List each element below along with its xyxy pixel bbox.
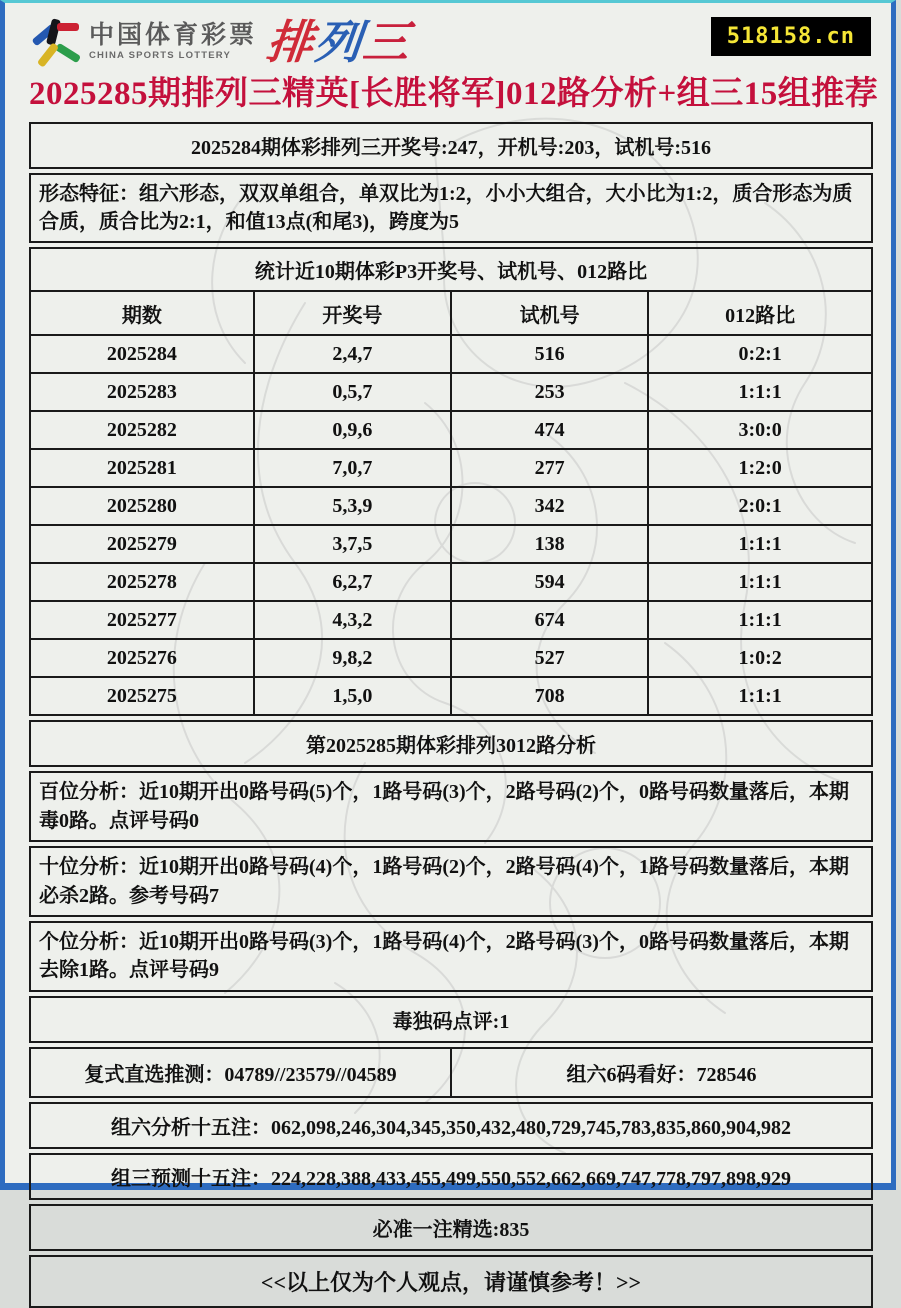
table-cell: 674 [451, 601, 648, 639]
table-column-header: 期数 [31, 292, 254, 335]
table-cell: 3,7,5 [254, 525, 451, 563]
table-row [31, 639, 871, 677]
disclaimer-box: <<以上仅为个人观点，请谨慎参考！>> [29, 1255, 873, 1308]
table-cell: 2:0:1 [648, 487, 871, 525]
history-table-title: 统计近10期体彩P3开奖号、试机号、012路比 [31, 249, 871, 292]
table-cell: 2025283 [31, 373, 254, 411]
table-cell: 0,9,6 [254, 411, 451, 449]
table-cell: 0:2:1 [648, 335, 871, 373]
sports-lottery-logo-icon [29, 17, 81, 67]
group6-fifteen-box: 组六分析十五注：062,098,246,304,345,350,432,480,729,745,783,835,860,904,982 [29, 1102, 873, 1149]
pattern-feature-box: 形态特征：组六形态，双双单组合，单双比为1:2，小小大组合，大小比为1:2，质合形态为质合质，质合比为2:1，和值13点(和尾3)，跨度为5 [29, 173, 873, 244]
table-cell: 342 [451, 487, 648, 525]
product-logo-pailiesan [264, 16, 414, 68]
brand-block [89, 23, 257, 61]
solo-code-box: 毒独码点评:1 [29, 996, 873, 1043]
header [29, 15, 873, 69]
history-table-head [31, 292, 871, 335]
table-cell: 594 [451, 563, 648, 601]
table-cell: 527 [451, 639, 648, 677]
table-cell: 5,3,9 [254, 487, 451, 525]
sure-pick-box: 必准一注精选:835 [29, 1204, 873, 1251]
history-table-body [31, 335, 871, 714]
table-cell: 2025284 [31, 335, 254, 373]
logo-stick-red [57, 23, 79, 31]
table-cell: 2025276 [31, 639, 254, 677]
site-url-badge[interactable]: 518158.cn [711, 17, 871, 56]
analysis-heading-box: 第2025285期体彩排列3012路分析 [29, 720, 873, 767]
history-table [31, 292, 871, 714]
table-cell: 0,5,7 [254, 373, 451, 411]
table-cell: 9,8,2 [254, 639, 451, 677]
table-cell: 2025279 [31, 525, 254, 563]
table-row [31, 525, 871, 563]
last-draw-info-box: 2025284期体彩排列三开奖号:247，开机号:203，试机号:516 [29, 122, 873, 169]
history-table-box [29, 247, 873, 716]
table-cell: 3:0:0 [648, 411, 871, 449]
table-cell: 708 [451, 677, 648, 714]
table-row [31, 411, 871, 449]
table-row [31, 373, 871, 411]
table-cell: 1:0:2 [648, 639, 871, 677]
table-cell: 1:1:1 [648, 373, 871, 411]
product-logo-char: 列 [312, 16, 366, 68]
table-cell: 138 [451, 525, 648, 563]
table-column-header: 试机号 [451, 292, 648, 335]
duplex-direct-pick: 复式直选推测：04789//23579//04589 [31, 1049, 452, 1096]
logo-stick-green [55, 43, 81, 64]
table-column-header: 开奖号 [254, 292, 451, 335]
table-cell: 2025280 [31, 487, 254, 525]
table-cell: 1:1:1 [648, 525, 871, 563]
table-row [31, 487, 871, 525]
table-cell: 277 [451, 449, 648, 487]
table-cell: 1:1:1 [648, 563, 871, 601]
logo-stick-yellow [37, 42, 59, 67]
table-row [31, 449, 871, 487]
brand-name-en: CHINA SPORTS LOTTERY [89, 50, 232, 62]
product-logo-char: 排 [264, 16, 318, 68]
table-cell: 2025282 [31, 411, 254, 449]
tens-analysis-box: 十位分析：近10期开出0路号码(4)个，1路号码(2)个，2路号码(4)个，1路号码数量落后，本期必杀2路。参考号码7 [29, 846, 873, 917]
table-cell: 253 [451, 373, 648, 411]
duplex-row [29, 1047, 873, 1098]
table-cell: 1,5,0 [254, 677, 451, 714]
table-cell: 2025281 [31, 449, 254, 487]
table-column-header: 012路比 [648, 292, 871, 335]
group6-code-pick: 组六6码看好：728546 [566, 1063, 757, 1086]
hundreds-analysis-box: 百位分析：近10期开出0路号码(5)个，1路号码(3)个，2路号码(2)个，0路号码数量落后，本期毒0路。点评号码0 [29, 771, 873, 842]
brand-name-cn: 中国体育彩票 [89, 21, 258, 50]
table-cell: 6,2,7 [254, 563, 451, 601]
history-table-header-row [31, 292, 871, 335]
table-cell: 516 [451, 335, 648, 373]
table-cell: 2,4,7 [254, 335, 451, 373]
content [5, 3, 891, 1308]
table-cell: 1:1:1 [648, 601, 871, 639]
table-row [31, 601, 871, 639]
table-cell: 2025277 [31, 601, 254, 639]
units-analysis-box: 个位分析：近10期开出0路号码(3)个，1路号码(4)个，2路号码(3)个，0路号码数量落后，本期去除1路。点评号码9 [29, 921, 873, 992]
product-logo-char: 三 [360, 16, 414, 68]
table-row [31, 335, 871, 373]
table-cell: 1:1:1 [648, 677, 871, 714]
group3-fifteen-box: 组三预测十五注：224,228,388,433,455,499,550,552,662,669,747,778,797,898,929 [29, 1153, 873, 1200]
table-row [31, 677, 871, 714]
table-cell: 474 [451, 411, 648, 449]
table-row [31, 563, 871, 601]
table-cell: 7,0,7 [254, 449, 451, 487]
table-cell: 2025278 [31, 563, 254, 601]
page-title: 2025285期排列三精英[长胜将军]012路分析+组三15组推荐 [29, 76, 879, 112]
table-cell: 2025275 [31, 677, 254, 714]
table-cell: 4,3,2 [254, 601, 451, 639]
table-cell: 1:2:0 [648, 449, 871, 487]
